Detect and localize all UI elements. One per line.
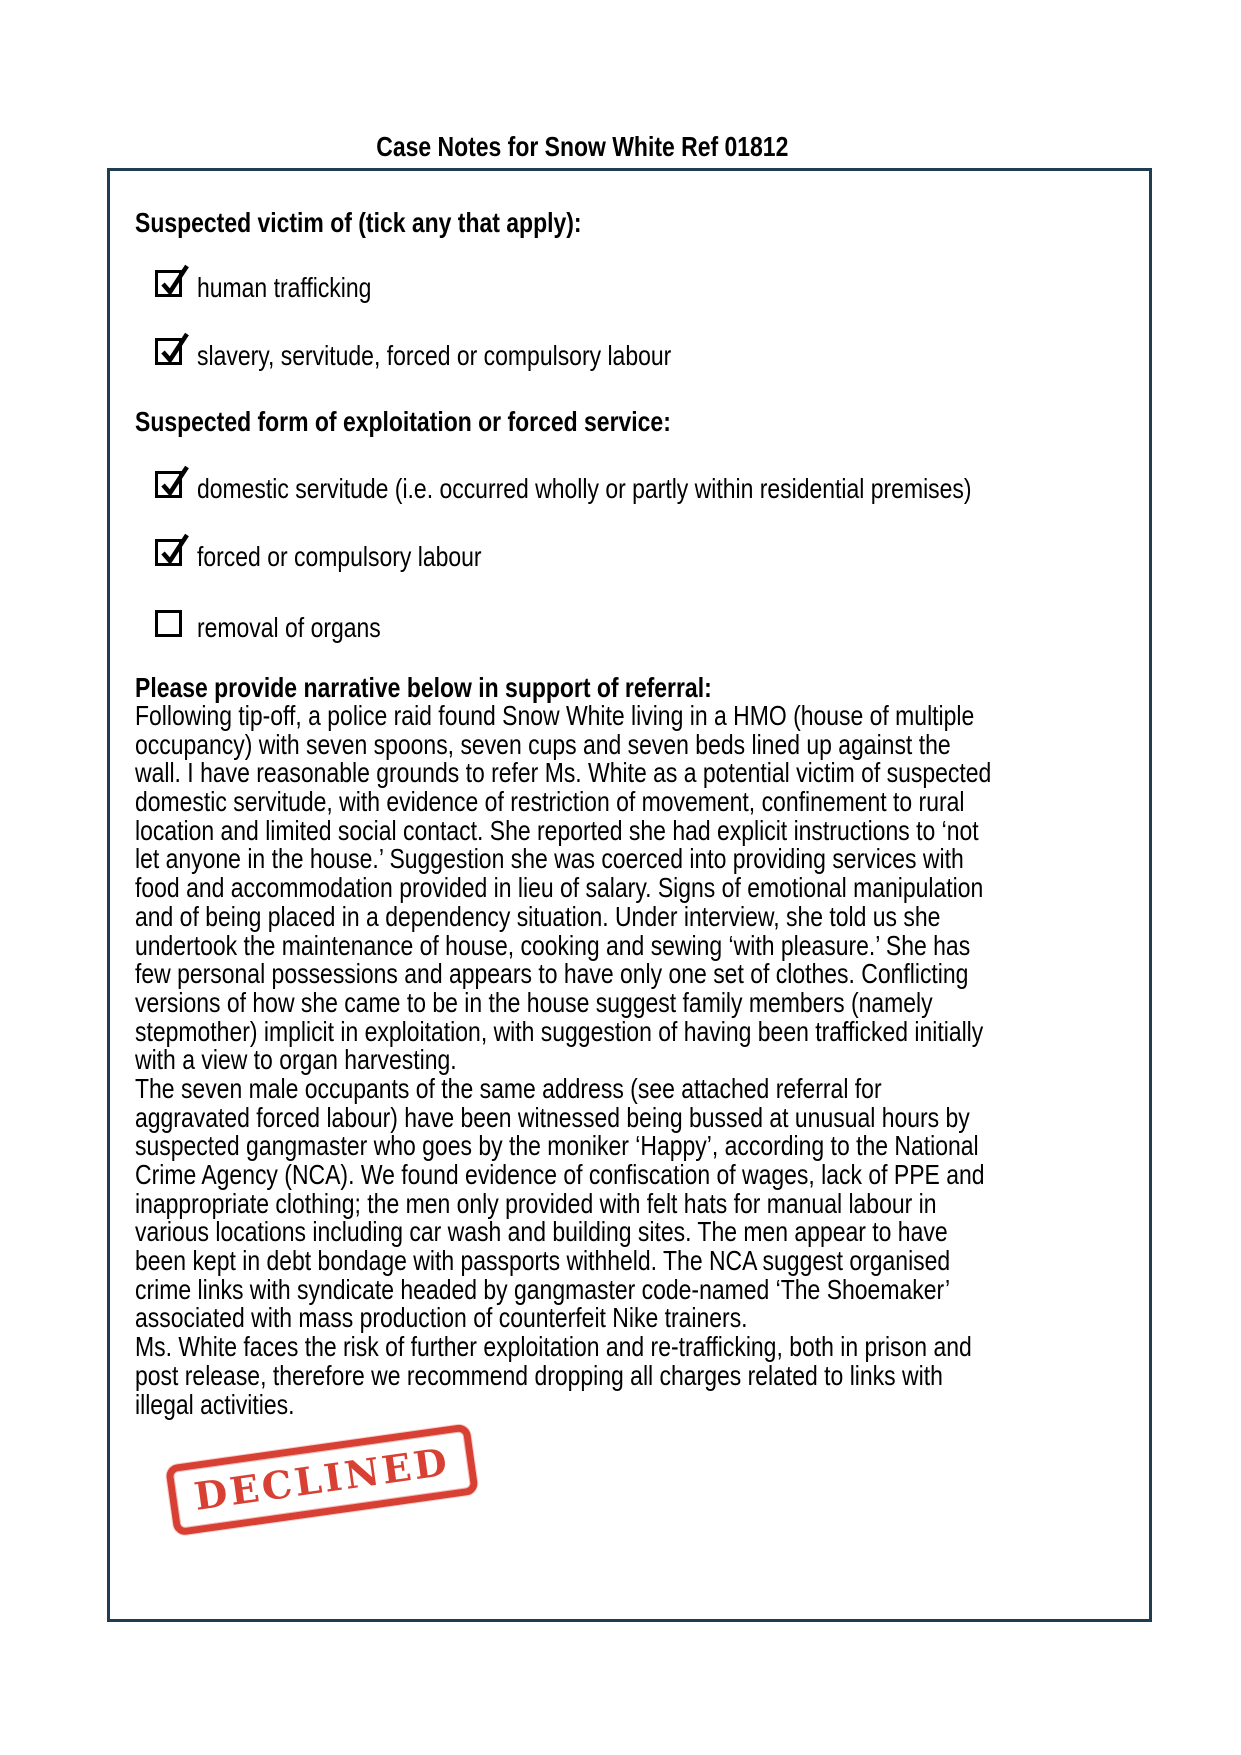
- section-heading: Suspected form of exploitation or forced service:: [135, 406, 671, 437]
- narrative-line: few personal possessions and appears to have only one set of clothes. Conflicting: [135, 958, 969, 990]
- narrative-line: crime links with syndicate headed by gangmaster code-named ‘The Shoemaker’: [135, 1273, 951, 1305]
- narrative-line: versions of how she came to be in the house suggest family members (namely: [135, 986, 933, 1018]
- narrative-line: been kept in debt bondage with passports withheld. The NCA suggest organised: [135, 1245, 951, 1277]
- section-heading: Suspected victim of (tick any that apply):: [135, 207, 582, 238]
- narrative-line: Ms. White faces the risk of further exploitation and re-trafficking, both in prison and: [135, 1331, 972, 1363]
- page-title: Case Notes for Snow White Ref 01812: [376, 131, 789, 162]
- narrative-line: various locations including car wash and building sites. The men appear to have: [135, 1216, 948, 1248]
- checkbox-label: domestic servitude (i.e. occurred wholly or partly within residential premises): [197, 473, 972, 504]
- check-tick-icon: [156, 463, 190, 499]
- narrative-line: post release, therefore we recommend dropping all charges related to links with: [135, 1359, 943, 1391]
- narrative-line: wall. I have reasonable grounds to refer Ms. White as a potential victim of suspected: [135, 757, 992, 789]
- narrative-line: illegal activities.: [135, 1388, 295, 1420]
- narrative-line: Following tip-off, a police raid found Snow White living in a HMO (house of multiple: [135, 700, 975, 731]
- check-tick-icon: [156, 531, 190, 567]
- narrative-line: Crime Agency (NCA). We found evidence of confiscation of wages, lack of PPE and: [135, 1159, 985, 1190]
- narrative-line: occupancy) with seven spoons, seven cups and seven beds lined up against the: [135, 728, 951, 760]
- check-tick-icon: [156, 262, 190, 298]
- checkbox-label: forced or compulsory labour: [197, 541, 482, 572]
- narrative-line: The seven male occupants of the same address (see attached referral for: [135, 1072, 882, 1104]
- narrative-line: suspected gangmaster who goes by the moniker ‘Happy’, according to the National: [135, 1130, 979, 1162]
- narrative-line: aggravated forced labour) have been witnessed being bussed at unusual hours by: [135, 1101, 970, 1133]
- checkbox-checked[interactable]: [155, 270, 182, 297]
- narrative-line: location and limited social contact. She reported she had explicit instructions to ‘not: [135, 814, 979, 846]
- declined-stamp: DECLINED: [165, 1423, 479, 1536]
- narrative-line: inappropriate clothing; the men only provided with felt hats for manual labour in: [135, 1187, 937, 1219]
- narrative-line: domestic servitude, with evidence of restriction of movement, confinement to rural: [135, 786, 965, 818]
- checkbox-label: removal of organs: [197, 612, 381, 643]
- narrative-text: [135, 702, 1145, 1419]
- check-tick-icon: [156, 330, 190, 366]
- narrative-line: associated with mass production of counterfeit Nike trainers.: [135, 1302, 748, 1334]
- checkbox-checked[interactable]: [155, 471, 182, 498]
- narrative-line: and of being placed in a dependency situation. Under interview, she told us she: [135, 900, 941, 932]
- narrative-heading: Please provide narrative below in support of referral:: [135, 672, 712, 703]
- narrative-line: with a view to organ harvesting.: [135, 1044, 457, 1076]
- narrative-line: let anyone in the house.’ Suggestion she was coerced into providing services with: [135, 843, 964, 875]
- narrative-line: stepmother) implicit in exploitation, with suggestion of having been trafficked initially: [135, 1015, 984, 1047]
- checkbox-checked[interactable]: [155, 539, 182, 566]
- checkbox-checked[interactable]: [155, 338, 182, 365]
- checkbox-label: slavery, servitude, forced or compulsory labour: [197, 340, 672, 371]
- checkbox-label: human trafficking: [197, 272, 372, 303]
- checkbox-unchecked[interactable]: [155, 610, 182, 637]
- case-notes-form-box: [107, 168, 1152, 1622]
- narrative-line: food and accommodation provided in lieu of salary. Signs of emotional manipulation: [135, 872, 984, 904]
- narrative-line: undertook the maintenance of house, cooking and sewing ‘with pleasure.’ She has: [135, 929, 971, 961]
